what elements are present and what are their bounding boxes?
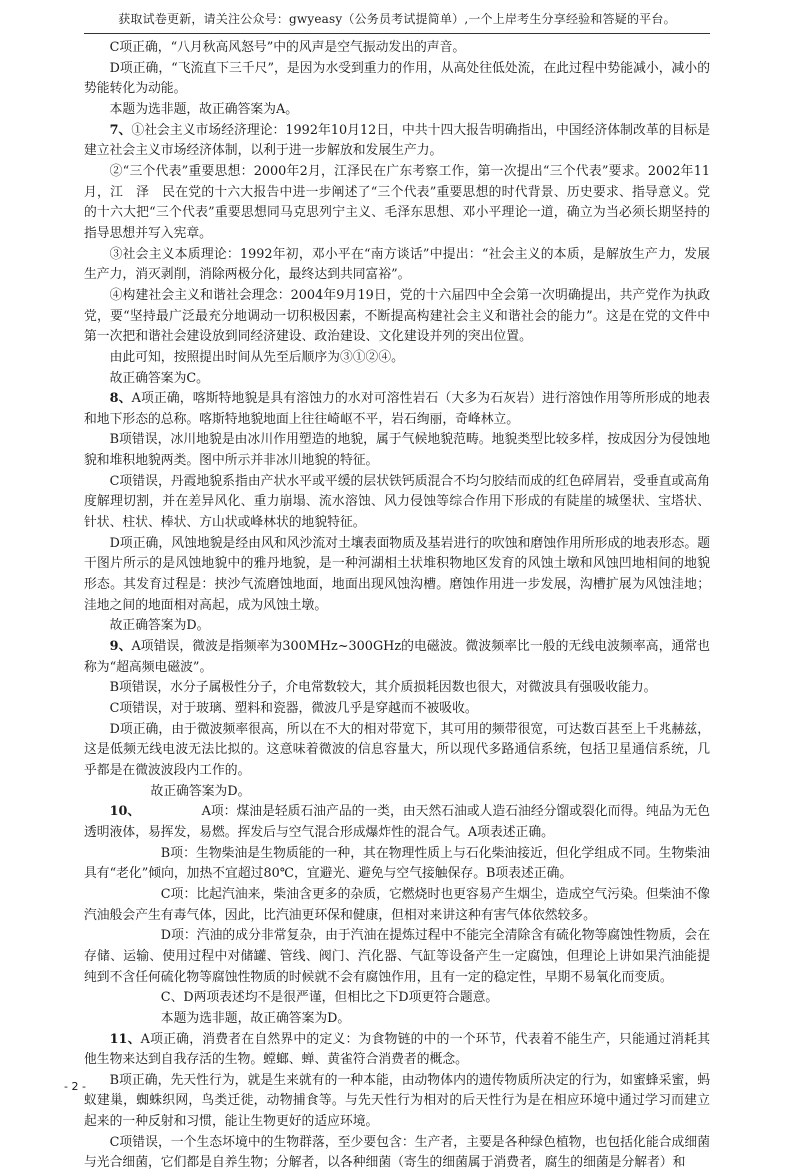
paragraph: C项正确，“八月秋高风怒号”中的风声是空气振动发出的声音。 [109, 40, 466, 55]
paragraph: 本题为选非题，故正确答案为A。 [109, 101, 298, 117]
paragraph: D项正确，由于微波频率很高，所以在不大的相对带宽下，其可用的频带很宽，可达数百甚至上千兆赫兹，这是低频无线电波无法比拟的。这意味着微波的信息容量大，所以现代多路通信系统，包括卫星通信系统，几乎都是在微波波段内工作的。 [84, 721, 710, 778]
paragraph-text: ①社会主义市场经济理论：1992年10月12日，中共十四大报告明确指出，中国经济体制改革的目标是建立社会主义市场经济体制，以利于进一步解放和发展生产力。 [84, 122, 710, 159]
answer-line: 本题为选非题，故正确答案为D。 [160, 1010, 351, 1026]
paragraph: B项错误，冰川地貌是由冰川作用塑造的地貌，属于气候地貌范畴。地貌类型比较多样，按成因分为侵蚀地貌和堆积地貌两类。图中所示并非冰川地貌的特征。 [84, 432, 710, 469]
question-9 [84, 637, 710, 678]
paragraph-text: A项错误，微波是指频率为300MHz~300GHz的电磁波。微波频率比一般的无线电波频率高，通常也称为“超高频电磁波”。 [84, 639, 710, 675]
paragraph: ③社会主义本质理论：1992年初，邓小平在“南方谈话”中提出：“社会主义的本质，是解放生产力，发展生产力，消灭剥削，消除两极分化，最终达到共同富裕”。 [84, 246, 710, 283]
paragraph: C项错误，丹霞地貌系指由产状水平或平缓的层状铁钙质混合不均匀胶结而成的红色碎屑岩，受垂直或高角度解理切割，并在差异风化、重力崩塌、流水溶蚀、风力侵蚀等综合作用下形成的有陡崖的城堡状、宝塔状、针状、柱状、棒状、方山状或峰林状的地貌特征。 [84, 473, 710, 531]
question-8 [84, 389, 710, 430]
question-number: 10、 [109, 804, 141, 820]
question-number: 11、 [109, 1031, 141, 1047]
answer-line: 故正确答案为C。 [109, 370, 209, 386]
page-header: 获取试卷更新，请关注公众号：gwyeasy（公务员考试提简单）,一个上岸考生分享经验和答疑的平台。 [118, 12, 676, 26]
paragraph: ②“三个代表”重要思想：2000年2月，江泽民在广东考察工作，第一次提出“三个代表”要求。2002年11月，江 泽 民在党的十六大报告中进一步阐述了“三个代表”重要思想的时代背景、历史要求、指导意义。党的十六大把“三个代表”重要思想同马克思列宁主义、毛泽东思想、邓小平理论一道，确立为当必须长期坚持的指导思想并写入宪章。 [84, 163, 710, 241]
paragraph: D项正确，“飞流直下三千尺”，是因为水受到重力的作用，从高处往低处流，在此过程中势能减小，减小的势能转化为动能。 [84, 60, 710, 97]
answer-line: 故正确答案为D。 [109, 618, 210, 634]
paragraph: C项错误，对于玻璃、塑料和瓷器，微波几乎是穿越而不被吸收。 [109, 701, 478, 716]
header-divider [84, 33, 710, 34]
paragraph: D项正确，风蚀地貌是经由风和风沙流对土壤表面物质及基岩进行的吹蚀和磨蚀作用所形成的地表形态。题干图片所示的是风蚀地貌中的雅丹地貌，是一种河湖相土状堆积物地区发育的风蚀土墩和风蚀凹地相间的地貌形态。其发育过程是：挟沙气流磨蚀地面，地面出现风蚀沟槽。磨蚀作用进一步发展，沟槽扩展为风蚀洼地；洼地之间的地面相对高起，成为风蚀土墩。 [84, 535, 710, 613]
paragraph: 由此可知，按照提出时间从先至后顺序为③①②④。 [109, 349, 404, 365]
question-11 [84, 1030, 710, 1071]
question-number: 9、 [109, 639, 132, 655]
paragraph-text: A项：煤油是轻质石油产品的一类，由天然石油或人造石油经分馏或裂化而得。纯品为无色透明液体，易挥发，易燃。挥发后与空气混合形成爆炸性的混合气。A项表述正确。 [84, 804, 710, 840]
paragraph-text: A项正确，喀斯特地貌是具有溶蚀力的水对可溶性岩石（大多为石灰岩）进行溶蚀作用等所形成的地表和地下形态的总称。喀斯特地貌地面上往往崎岖不平，岩石绚丽，奇峰林立。 [84, 391, 710, 427]
page-number: - 2 - [64, 1080, 86, 1093]
document-body [84, 38, 710, 1174]
paragraph: C项错误，一个生态坏境中的生物群落，至少要包含：生产者，主要是各种绿色植物，也包括化能合成细菌与光合细菌，它们都是自养生物；分解者，以各种细菌（寄生的细菌属于消费者，腐生的细菌是分解者）和 [84, 1134, 710, 1171]
paragraph: ④构建社会主义和谐社会理念：2004年9月19日，党的十六届四中全会第一次明确提出，共产党作为执政党，要“坚持最广泛最充分地调动一切积极因素，不断提高构建社会主义和谐社会的能力”。这是在党的文件中第一次把和谐社会建设放到同经济建设、政治建设、文化建设并列的突出位置。 [84, 287, 710, 345]
question-10 [84, 802, 710, 843]
paragraph: B项错误，水分子属极性分子，介电常数较大，其介质损耗因数也很大，对微波具有强吸收能力。 [109, 680, 657, 696]
paragraph: C、D两项表述均不是很严谨，但相比之下D项更符合题意。 [160, 990, 499, 1006]
paragraph: B项：生物柴油是生物质能的一种，其在物理性质上与石化柴油接近，但化学组成不同。生物柴油具有“老化”倾向，加热不宜超过80℃，宜避光、避免与空气接触保存。B项表述正确。 [84, 845, 710, 882]
question-number: 8、 [109, 391, 132, 407]
answer-line: 故正确答案为D。 [150, 783, 251, 799]
paragraph: B项正确，先天性行为，就是生来就有的一种本能，由动物体内的遗传物质所决定的行为，如蜜蜂采蜜，蚂蚁建巢，蜘蛛织网，鸟类迁徙，动物捕食等。与先天性行为相对的后天性行为是在相应环境中通过学习而建立起来的一种反射和习惯，能让生物更好的适应环境。 [84, 1072, 710, 1130]
paragraph: C项：比起汽油来，柴油含更多的杂质，它燃烧时也更容易产生烟尘，造成空气污染。但柴油不像汽油般会产生有毒气体，因此，比汽油更环保和健康，但相对来讲这种有害气体依然较多。 [84, 886, 710, 923]
paragraph-text: A项正确，消费者在自然界中的定义：为食物链的中的一个环节，代表着不能生产，只能通过消耗其他生物来达到自我存活的生物。螳螂、蝉、黄雀符合消费者的概念。 [84, 1031, 710, 1068]
question-7 [84, 121, 710, 162]
paragraph: D项：汽油的成分非常复杂，由于汽油在提炼过程中不能完全清除含有硫化物等腐蚀性物质，会在存储、运输、使用过程中对储罐、管线、阀门、汽化器、气缸等设备产生一定腐蚀，但理论上讲如果汽油能提纯到不含任何硫化物等腐蚀性物质的时候就不会有腐蚀作用，且有一定的稳定性，早期不易氧化而变质。 [84, 928, 710, 985]
question-number: 7、 [109, 122, 132, 138]
